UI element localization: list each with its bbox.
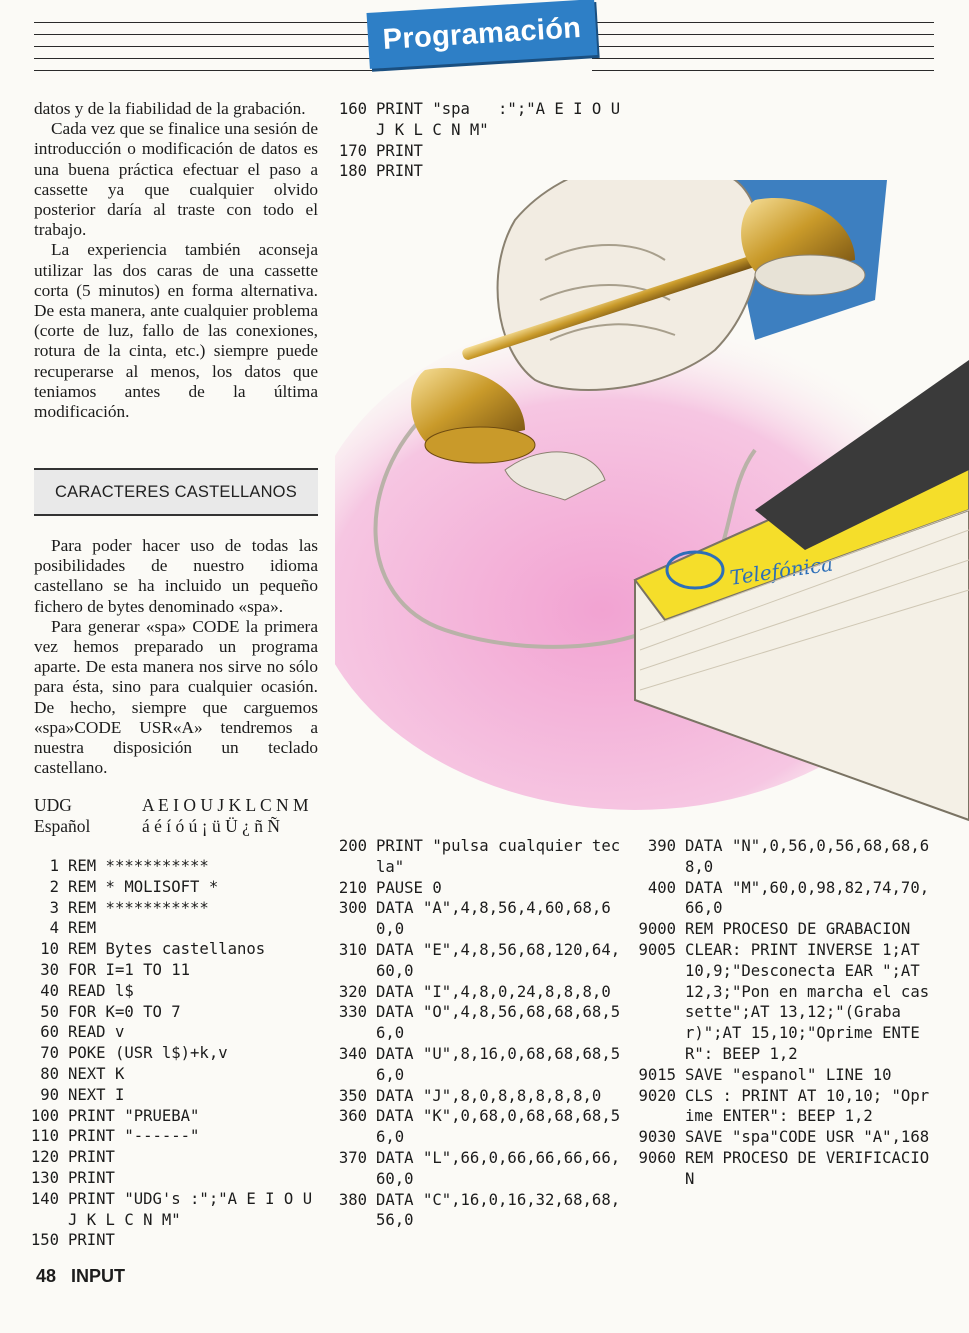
footer: [36, 1266, 125, 1287]
code-text: PRINT "spa :";"A E I O U J K L C N M": [376, 100, 630, 139]
code-line: [30, 1230, 320, 1251]
code-text: DATA "U",8,16,0,68,68,68,56,0: [376, 1044, 621, 1084]
intro-text: [34, 99, 318, 422]
code-text: PRINT: [376, 162, 423, 181]
udg-label: UDG: [34, 795, 72, 815]
code-line: [338, 1086, 626, 1107]
line-number: 9060: [638, 1148, 676, 1167]
header-rule: [592, 22, 934, 23]
code-column-1: [30, 856, 320, 1251]
code-line: [30, 1043, 320, 1064]
mouthpiece-rim: [425, 427, 535, 463]
telephone-illustration: [335, 180, 969, 830]
code-text: DATA "J",8,0,8,8,8,8,8,0: [376, 1086, 602, 1105]
code-text: DATA "I",4,8,0,24,8,8,8,0: [376, 982, 611, 1001]
code-text: REM * MOLISOFT *: [68, 877, 219, 896]
code-line: [638, 1127, 938, 1148]
code-text: DATA "E",4,8,56,68,120,64,60,0: [376, 940, 621, 980]
paragraph: Para poder hacer uso de todas las posibilidades de nuestro idioma castellano se ha incluido un pequeño fichero de bytes denominado «spa».: [34, 536, 318, 616]
code-line: [338, 1002, 626, 1044]
header-rule: [34, 46, 374, 47]
line-number: 400: [647, 878, 676, 897]
line-number: 1: [49, 857, 59, 875]
code-text: REM PROCESO DE GRABACION: [685, 920, 911, 939]
code-text: REM: [68, 919, 97, 938]
line-number: 370: [338, 1148, 367, 1167]
code-text: REM Bytes castellanos: [68, 940, 266, 959]
code-line: [30, 1147, 320, 1168]
page-number: 48: [36, 1266, 57, 1286]
line-number: 310: [338, 940, 367, 959]
code-text: FOR K=0 TO 7: [68, 1002, 181, 1021]
udg-chars: A E I O U J K L C N M: [142, 795, 309, 815]
code-text: PRINT "------": [68, 1127, 200, 1146]
paragraph: Para generar «spa» CODE la primera vez hemos preparado un programa aparte. De esta manera nos sirve no sólo para ésta, sino para cualquier ocasión. De hecho, siempre que carguemos «spa»CODE USR«A» tendremos a nuestra disposición un teclado castellano.: [34, 616, 318, 778]
code-text: PRINT "UDG's :";"A E I O U J K L C N M": [68, 1189, 322, 1229]
line-number: 120: [30, 1148, 59, 1167]
line-number: 90: [40, 1085, 59, 1104]
paragraph: datos y de la fiabilidad de la grabación.: [34, 99, 306, 118]
line-number: 390: [647, 837, 676, 855]
code-text: DATA "M",60,0,98,82,74,70,66,0: [685, 878, 930, 918]
code-line: [30, 856, 320, 877]
code-column-2-top: [338, 99, 630, 182]
code-text: PRINT: [68, 1148, 115, 1167]
code-text: NEXT K: [68, 1064, 125, 1083]
spanish-label: Español: [34, 816, 91, 836]
code-line: [338, 836, 626, 878]
line-number: 80: [40, 1064, 59, 1083]
code-line: [30, 1085, 320, 1106]
code-text: PAUSE 0: [376, 878, 442, 897]
code-line: [30, 1106, 320, 1127]
paragraph: La experiencia también aconseja utilizar las dos caras de una cassette corta (5 minutos) en forma alternativa. De esta manera, ante cualquier problema (corte de luz, fallo de las conexiones, rotura de la cinta, etc.) siempre puede recuperarse al menos, los datos que teniamos antes de la última modificación.: [34, 240, 318, 422]
line-number: 330: [338, 1003, 367, 1022]
code-line: [338, 898, 626, 940]
code-line: [30, 1189, 320, 1231]
code-line: [638, 878, 938, 920]
code-text: POKE (USR l$)+k,v: [68, 1044, 228, 1063]
line-number: 130: [30, 1168, 59, 1187]
code-line: [338, 141, 626, 162]
code-text: REM ***********: [68, 898, 209, 917]
section-heading: CARACTERES CASTELLANOS: [55, 483, 297, 501]
code-text: PRINT: [68, 1168, 115, 1187]
line-number: 9005: [638, 940, 676, 959]
code-text: READ l$: [68, 981, 134, 1000]
code-text: DATA "C",16,0,16,32,68,68,56,0: [376, 1190, 621, 1230]
code-line: [638, 940, 938, 1065]
header-rule: [592, 70, 934, 71]
line-number: 140: [30, 1189, 59, 1208]
code-text: DATA "A",4,8,56,4,60,68,60,0: [376, 899, 611, 939]
line-number: 60: [40, 1023, 59, 1042]
code-line: [30, 877, 320, 898]
code-text: PRINT: [376, 141, 423, 160]
line-number: 360: [338, 1107, 367, 1126]
code-line: [638, 1148, 938, 1190]
line-number: 210: [338, 878, 367, 897]
code-text: PRINT "PRUEBA": [68, 1106, 200, 1125]
earpiece-rim: [755, 255, 865, 295]
code-line: [30, 918, 320, 939]
header-rule: [34, 34, 374, 35]
code-line: [638, 1086, 938, 1128]
header-rule: [34, 22, 374, 23]
line-number: 50: [40, 1002, 59, 1021]
section-banner-title: Programación: [381, 11, 583, 57]
magazine-name: INPUT: [71, 1266, 126, 1286]
line-number: 300: [338, 899, 367, 918]
code-text: PRINT: [68, 1231, 115, 1250]
header-rule: [592, 34, 934, 35]
code-text: PRINT "pulsa cualquier tecla": [376, 837, 621, 876]
code-line: [338, 1190, 626, 1232]
code-line: [30, 1022, 320, 1043]
code-line: [30, 960, 320, 981]
code-line: [338, 878, 626, 899]
code-text: READ v: [68, 1023, 125, 1042]
line-number: 160: [338, 100, 367, 118]
line-number: 9030: [638, 1128, 676, 1147]
line-number: 110: [30, 1127, 59, 1146]
code-line: [30, 1168, 320, 1189]
line-number: 150: [30, 1231, 59, 1250]
code-text: DATA "O",4,8,56,68,68,68,56,0: [376, 1003, 621, 1043]
code-line: [30, 939, 320, 960]
line-number: 100: [30, 1106, 59, 1125]
code-line: [30, 1126, 320, 1147]
line-number: 40: [40, 981, 59, 1000]
line-number: 320: [338, 982, 367, 1001]
header-rule: [592, 58, 934, 59]
line-number: 350: [338, 1086, 367, 1105]
code-text: DATA "K",0,68,0,68,68,68,56,0: [376, 1107, 621, 1147]
line-number: 170: [338, 141, 367, 160]
line-number: 4: [49, 919, 59, 938]
code-text: DATA "L",66,0,66,66,66,66,60,0: [376, 1148, 621, 1188]
code-line: [638, 919, 938, 940]
line-number: 200: [338, 837, 367, 855]
code-column-3: [638, 836, 938, 1190]
header-rule: [592, 46, 934, 47]
paragraph: Cada vez que se finalice una sesión de introducción o modificación de datos es una buena práctica efectuar el paso a cassette ya que cualquier olvido posterior daría al traste con todo el trabajo.: [34, 119, 318, 240]
code-text: CLEAR: PRINT INVERSE 1;AT 10,9;"Desconecta EAR ";AT 12,3;"Pon en marcha el cassette";AT 13,12;"(Grabar)";AT 15,10;"Oprime ENTER": BEEP 1,2: [685, 940, 930, 1063]
code-line: [338, 982, 626, 1003]
code-text: SAVE "espanol" LINE 10: [685, 1065, 892, 1084]
line-number: 30: [40, 960, 59, 979]
header-rule: [34, 58, 374, 59]
code-line: [30, 981, 320, 1002]
code-line: [638, 836, 938, 878]
line-number: 2: [49, 877, 59, 896]
code-line: [30, 1002, 320, 1023]
body-text: [34, 536, 318, 778]
brand-text: Telefónica: [728, 551, 835, 590]
code-line: [30, 1064, 320, 1085]
section-heading-box: [34, 468, 318, 516]
code-line: [338, 940, 626, 982]
code-line: [338, 1148, 626, 1190]
section-banner: [367, 0, 598, 69]
code-line: [338, 1106, 626, 1148]
line-number: 180: [338, 162, 367, 181]
code-text: CLS : PRINT AT 10,10; "Oprime ENTER": BEEP 1,2: [685, 1086, 930, 1126]
code-text: REM ***********: [68, 857, 209, 875]
line-number: 380: [338, 1190, 367, 1209]
code-text: REM PROCESO DE VERIFICACION: [685, 1148, 930, 1188]
code-line: [338, 99, 630, 141]
line-number: 3: [49, 898, 59, 917]
code-text: FOR I=1 TO 11: [68, 960, 191, 979]
spanish-chars: á é í ó ú ¡ ü Ü ¿ ñ Ñ: [142, 816, 281, 836]
line-number: 9020: [638, 1086, 676, 1105]
line-number: 70: [40, 1044, 59, 1063]
code-text: SAVE "spa"CODE USR "A",168: [685, 1128, 930, 1147]
code-line: [338, 1044, 626, 1086]
line-number: 10: [40, 940, 59, 959]
code-line: [338, 161, 626, 182]
line-number: 9015: [638, 1065, 676, 1084]
code-column-2: [338, 836, 626, 1231]
code-text: DATA "N",0,56,0,56,68,68,68,0: [685, 837, 930, 876]
code-line: [30, 898, 320, 919]
line-number: 340: [338, 1044, 367, 1063]
header-rule: [34, 70, 374, 71]
code-line: [638, 1065, 938, 1086]
line-number: 9000: [638, 920, 676, 939]
code-text: NEXT I: [68, 1085, 125, 1104]
